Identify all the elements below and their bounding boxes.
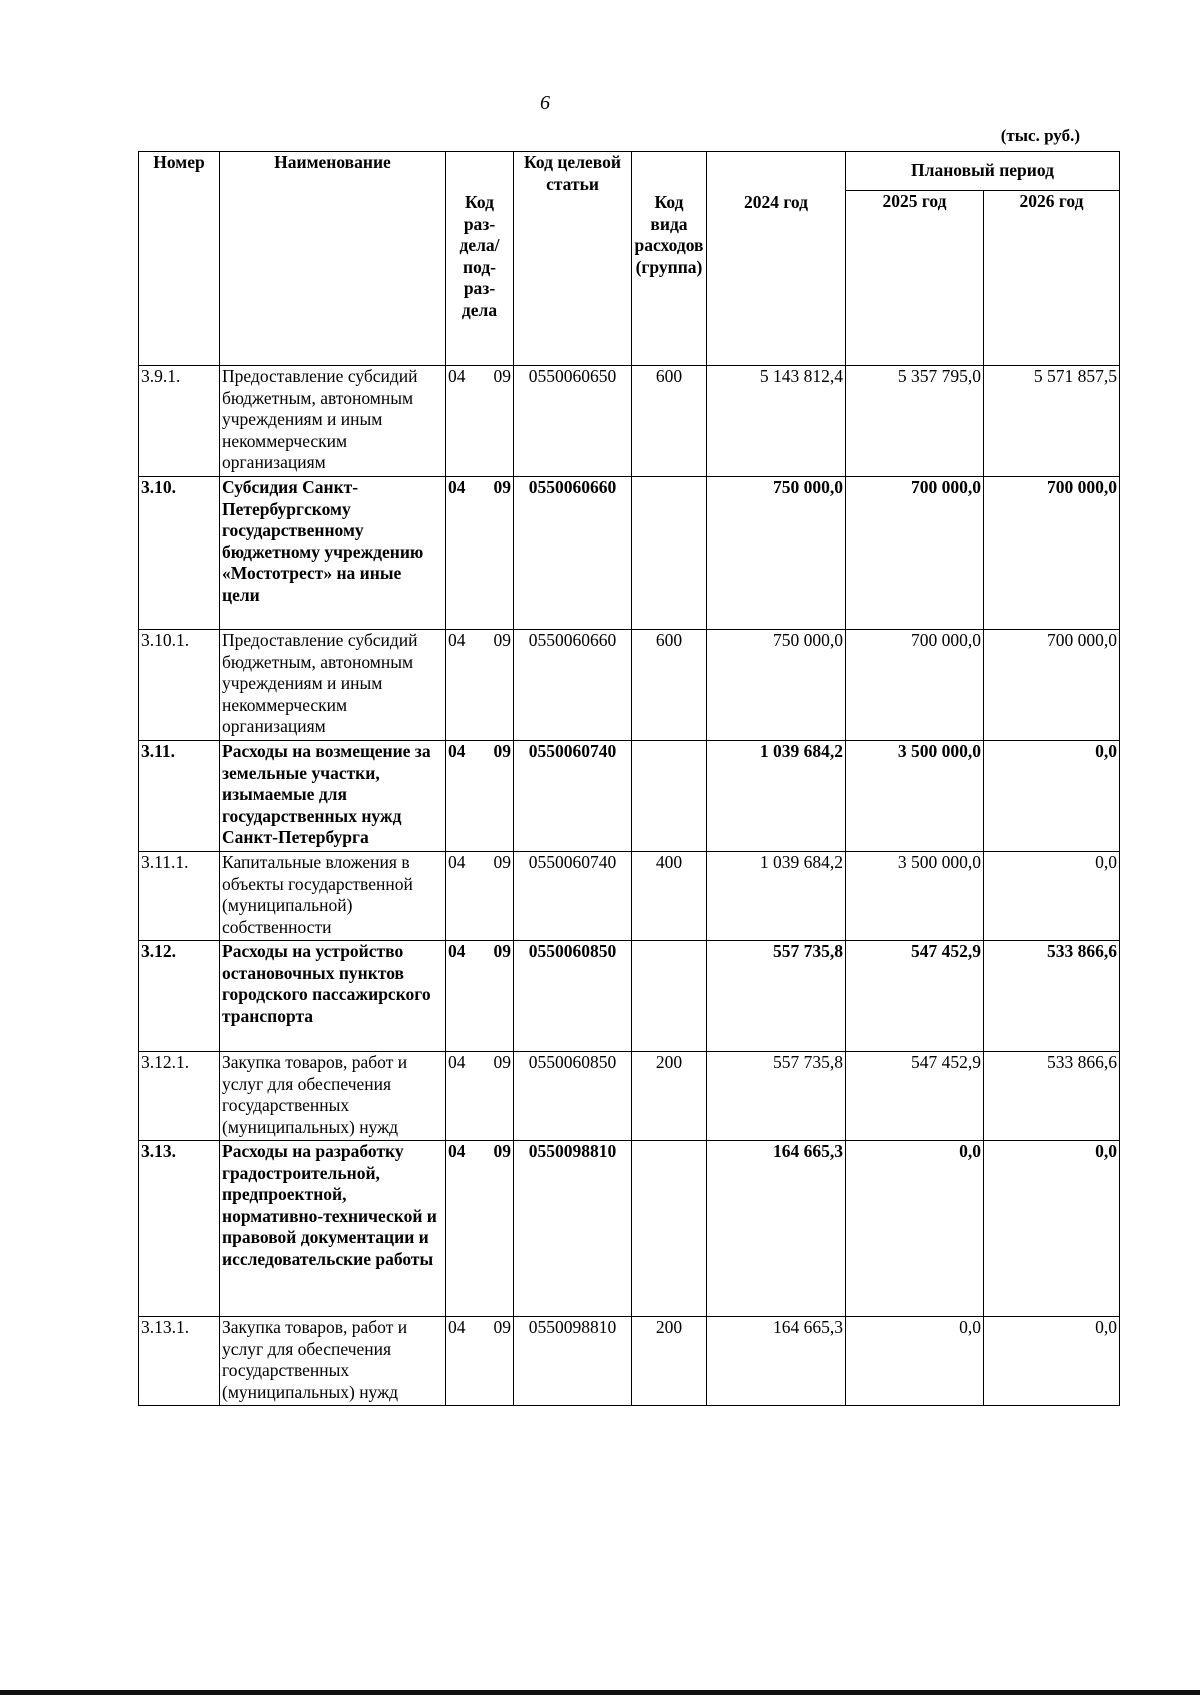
row-razdel: 04 xyxy=(448,366,466,386)
row-name: Закупка товаров, работ и услуг для обеспечения государственных (муниципальных) нужд xyxy=(220,1052,446,1141)
row-podrazdel: 09 xyxy=(493,852,511,872)
row-expense-group: 200 xyxy=(632,1052,707,1141)
page-number: 6 xyxy=(540,92,550,114)
row-value-2025: 547 452,9 xyxy=(846,1052,984,1141)
row-razdel-code xyxy=(446,366,514,477)
row-value-2026: 0,0 xyxy=(984,741,1120,852)
row-target-code: 0550060740 xyxy=(514,852,632,941)
row-expense-group: 200 xyxy=(632,1317,707,1406)
row-value-2026: 533 866,6 xyxy=(984,1052,1120,1141)
row-number: 3.13.1. xyxy=(139,1317,220,1406)
row-expense-group xyxy=(632,941,707,1052)
row-value-2025: 700 000,0 xyxy=(846,630,984,741)
table-body xyxy=(139,366,1120,1406)
row-number: 3.11. xyxy=(139,741,220,852)
table-row xyxy=(139,1052,1120,1141)
row-razdel: 04 xyxy=(448,1317,466,1337)
row-number: 3.10.1. xyxy=(139,630,220,741)
row-razdel-code xyxy=(446,477,514,630)
row-podrazdel: 09 xyxy=(493,630,511,650)
row-podrazdel: 09 xyxy=(493,1052,511,1072)
header-nomer: Номер xyxy=(139,152,220,366)
row-value-2024: 557 735,8 xyxy=(707,1052,846,1141)
row-number: 3.9.1. xyxy=(139,366,220,477)
row-expense-group: 600 xyxy=(632,630,707,741)
row-number: 3.11.1. xyxy=(139,852,220,941)
row-value-2024: 164 665,3 xyxy=(707,1317,846,1406)
table-row xyxy=(139,941,1120,1052)
table-row xyxy=(139,852,1120,941)
row-value-2025: 0,0 xyxy=(846,1317,984,1406)
row-number: 3.10. xyxy=(139,477,220,630)
row-value-2024: 5 143 812,4 xyxy=(707,366,846,477)
table-row xyxy=(139,1317,1120,1406)
row-name: Расходы на возмещение за земельные участки, изымаемые для государственных нужд Санкт-Петербурга xyxy=(220,741,446,852)
row-expense-group xyxy=(632,477,707,630)
row-razdel-code xyxy=(446,941,514,1052)
row-expense-group xyxy=(632,741,707,852)
row-razdel-code xyxy=(446,1052,514,1141)
table-row xyxy=(139,477,1120,630)
row-target-code: 0550060850 xyxy=(514,1052,632,1141)
row-value-2024: 164 665,3 xyxy=(707,1141,846,1317)
table-row xyxy=(139,366,1120,477)
row-name: Субсидия Санкт-Петербургскому государственному бюджетному учреждению «Мостотрест» на иные цели xyxy=(220,477,446,630)
row-value-2025: 3 500 000,0 xyxy=(846,852,984,941)
row-number: 3.12. xyxy=(139,941,220,1052)
page-bottom-edge xyxy=(0,1690,1200,1695)
header-name: Наименование xyxy=(220,152,446,366)
row-number: 3.13. xyxy=(139,1141,220,1317)
row-expense-group: 400 xyxy=(632,852,707,941)
row-value-2025: 700 000,0 xyxy=(846,477,984,630)
header-year-2025: 2025 год xyxy=(846,191,984,366)
row-value-2025: 0,0 xyxy=(846,1141,984,1317)
row-razdel-code xyxy=(446,1141,514,1317)
row-value-2026: 0,0 xyxy=(984,1141,1120,1317)
table-row xyxy=(139,630,1120,741)
row-razdel: 04 xyxy=(448,941,466,961)
row-razdel: 04 xyxy=(448,477,466,497)
units-label: (тыс. руб.) xyxy=(1000,126,1080,145)
table-row xyxy=(139,1141,1120,1317)
row-razdel-code xyxy=(446,852,514,941)
row-podrazdel: 09 xyxy=(493,1141,511,1161)
row-podrazdel: 09 xyxy=(493,477,511,497)
row-target-code: 0550060660 xyxy=(514,477,632,630)
row-expense-group: 600 xyxy=(632,366,707,477)
row-razdel-code xyxy=(446,741,514,852)
header-vid: Код вида расходов (группа) xyxy=(632,152,707,366)
row-value-2026: 533 866,6 xyxy=(984,941,1120,1052)
row-razdel: 04 xyxy=(448,1052,466,1072)
row-target-code: 0550098810 xyxy=(514,1141,632,1317)
row-value-2026: 0,0 xyxy=(984,1317,1120,1406)
row-value-2026: 0,0 xyxy=(984,852,1120,941)
row-value-2025: 547 452,9 xyxy=(846,941,984,1052)
row-name: Закупка товаров, работ и услуг для обеспечения государственных (муниципальных) нужд xyxy=(220,1317,446,1406)
row-value-2026: 700 000,0 xyxy=(984,630,1120,741)
row-razdel-code xyxy=(446,630,514,741)
row-value-2025: 3 500 000,0 xyxy=(846,741,984,852)
table-row xyxy=(139,741,1120,852)
row-razdel: 04 xyxy=(448,852,466,872)
row-number: 3.12.1. xyxy=(139,1052,220,1141)
row-value-2024: 750 000,0 xyxy=(707,630,846,741)
row-razdel: 04 xyxy=(448,741,466,761)
row-name: Предоставление субсидий бюджетным, автономным учреждениям и иным некоммерческим организациям xyxy=(220,366,446,477)
row-podrazdel: 09 xyxy=(493,941,511,961)
budget-table xyxy=(138,151,1120,1406)
header-celevaya: Код целевой статьи xyxy=(514,152,632,366)
row-value-2024: 750 000,0 xyxy=(707,477,846,630)
header-year-2024: 2024 год xyxy=(707,152,846,366)
row-value-2026: 700 000,0 xyxy=(984,477,1120,630)
header-year-2026: 2026 год xyxy=(984,191,1120,366)
row-name: Расходы на устройство остановочных пунктов городского пассажирского транспорта xyxy=(220,941,446,1052)
row-expense-group xyxy=(632,1141,707,1317)
header-planned-period: Плановый период xyxy=(846,152,1120,191)
row-podrazdel: 09 xyxy=(493,366,511,386)
table-header xyxy=(139,152,1120,366)
row-name: Предоставление субсидий бюджетным, автономным учреждениям и иным некоммерческим организациям xyxy=(220,630,446,741)
row-podrazdel: 09 xyxy=(493,1317,511,1337)
row-target-code: 0550060740 xyxy=(514,741,632,852)
row-target-code: 0550098810 xyxy=(514,1317,632,1406)
row-razdel-code xyxy=(446,1317,514,1406)
row-target-code: 0550060660 xyxy=(514,630,632,741)
row-target-code: 0550060650 xyxy=(514,366,632,477)
row-value-2025: 5 357 795,0 xyxy=(846,366,984,477)
row-value-2026: 5 571 857,5 xyxy=(984,366,1120,477)
row-podrazdel: 09 xyxy=(493,741,511,761)
row-value-2024: 1 039 684,2 xyxy=(707,741,846,852)
row-razdel: 04 xyxy=(448,1141,466,1161)
row-target-code: 0550060850 xyxy=(514,941,632,1052)
row-name: Расходы на разработку градостроительной, предпроектной, нормативно-технической и правовой документации и исследовательские работы xyxy=(220,1141,446,1317)
row-name: Капитальные вложения в объекты государственной (муниципальной) собственности xyxy=(220,852,446,941)
row-value-2024: 557 735,8 xyxy=(707,941,846,1052)
row-razdel: 04 xyxy=(448,630,466,650)
header-razdel: Код раз-дела/ под-раз-дела xyxy=(446,152,514,366)
row-value-2024: 1 039 684,2 xyxy=(707,852,846,941)
